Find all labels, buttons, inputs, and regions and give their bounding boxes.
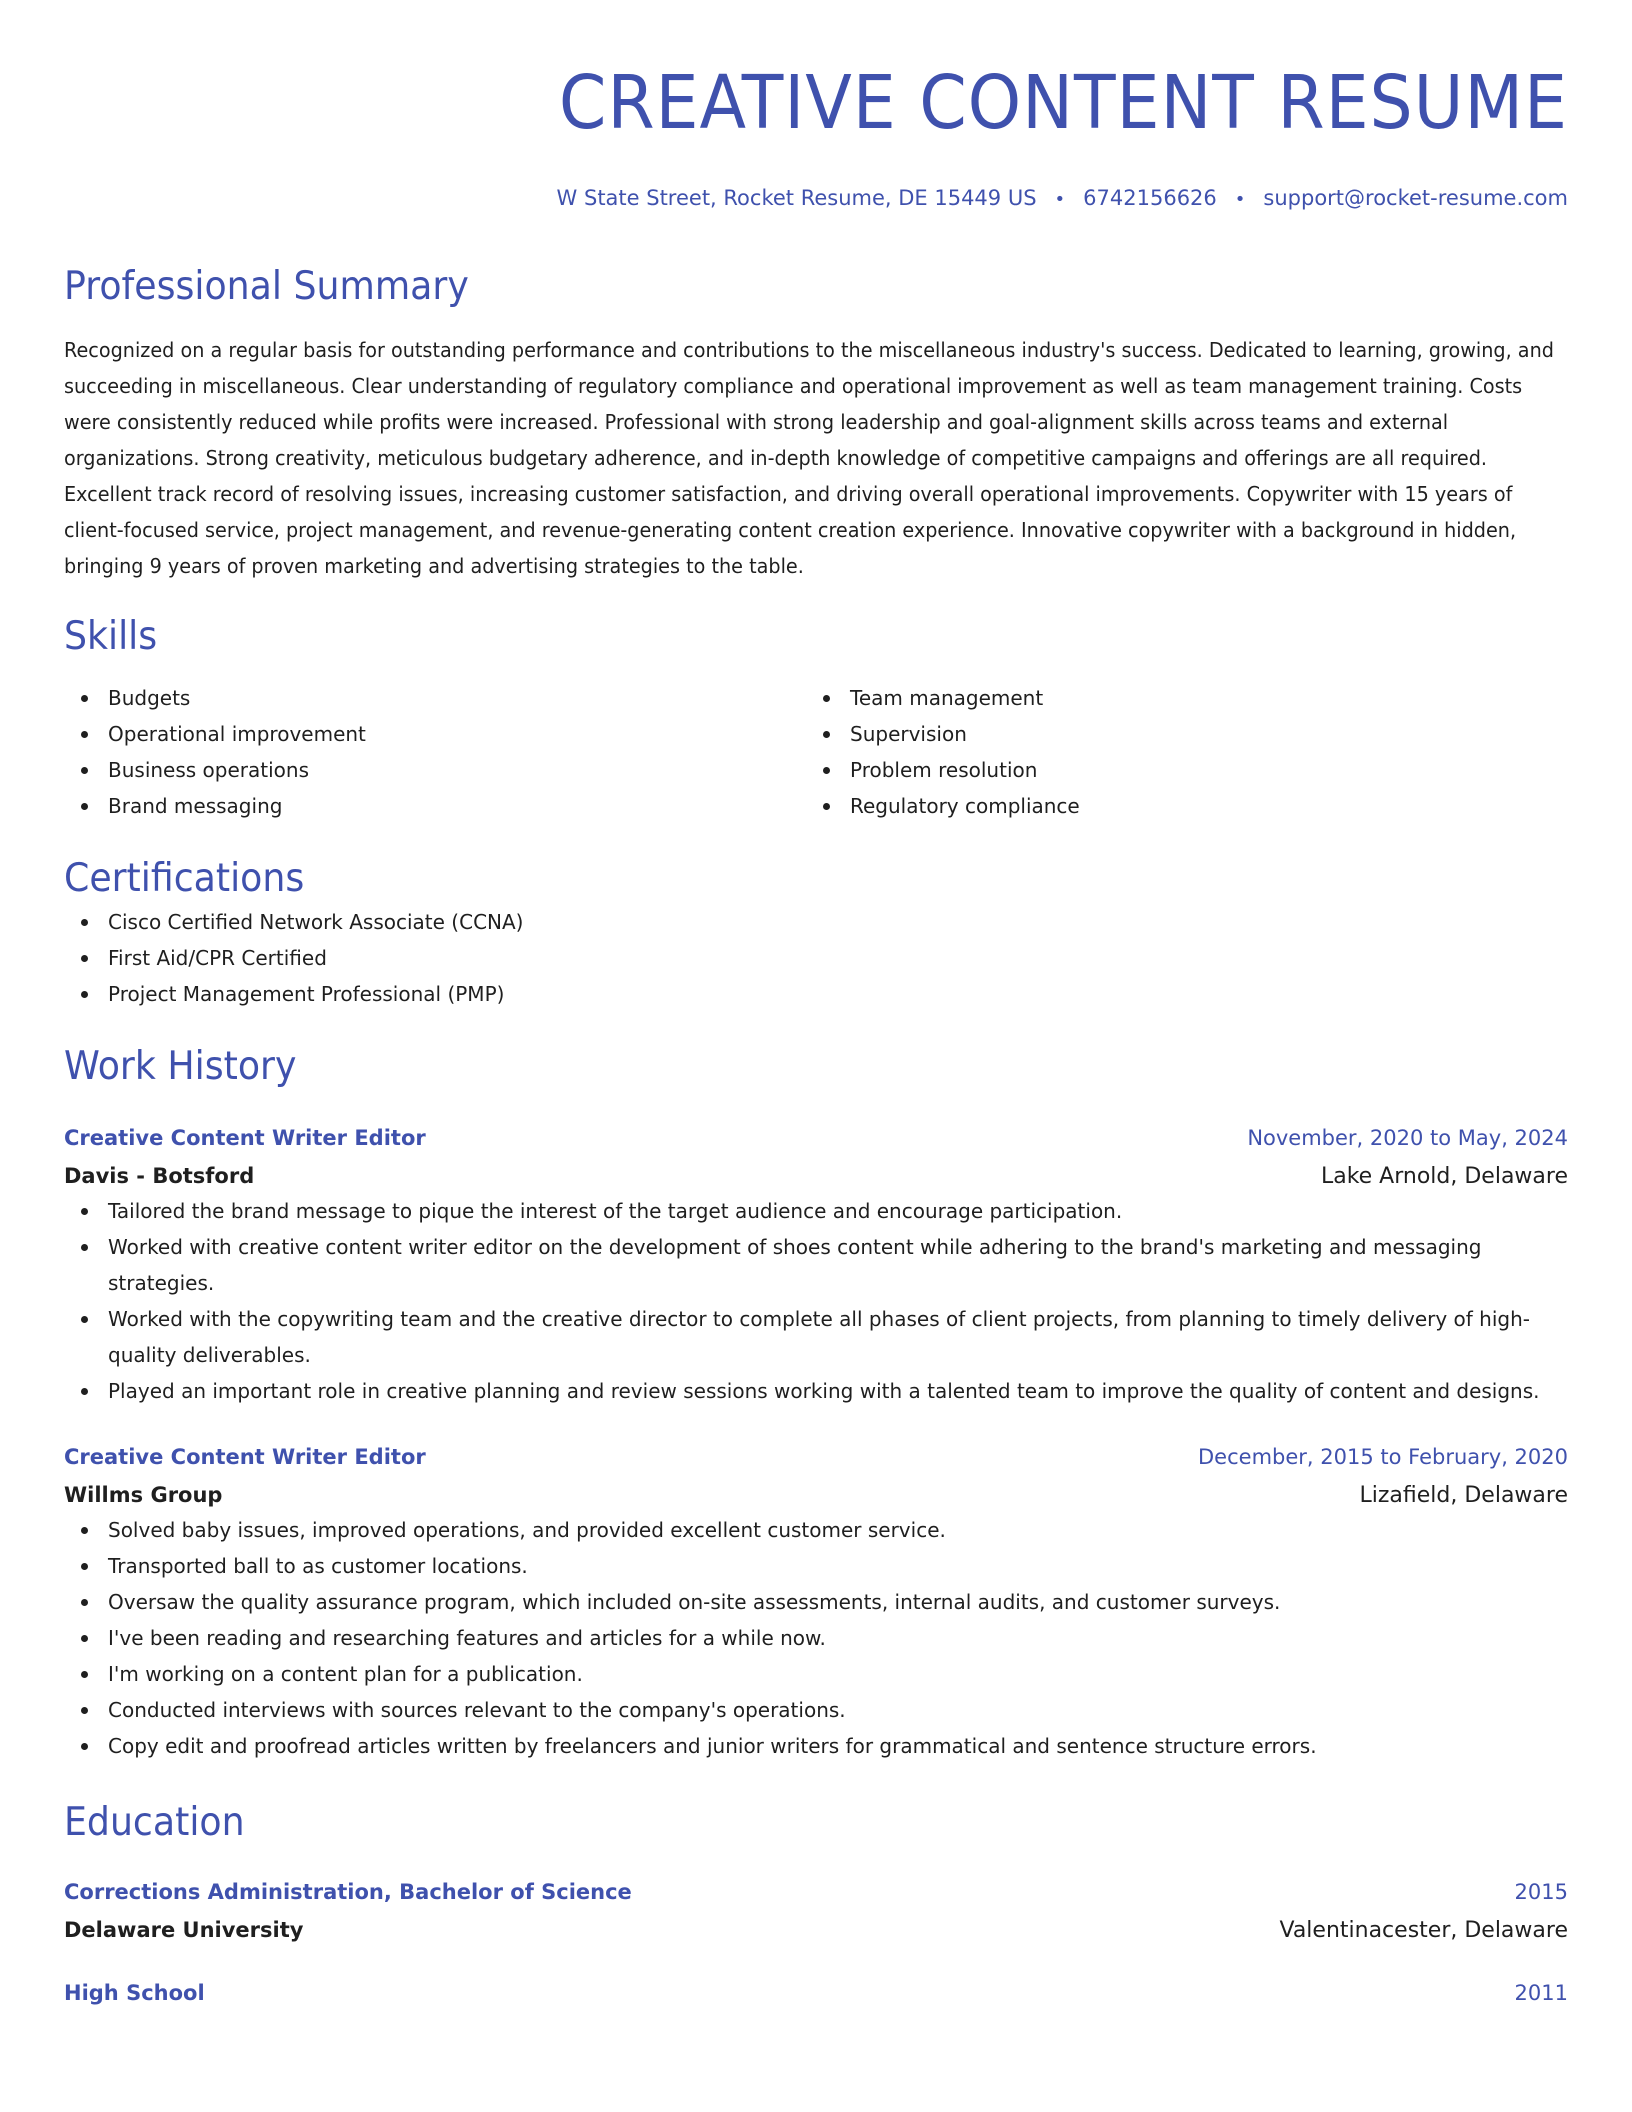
job-location: Lake Arnold, Delaware (1320, 1164, 1568, 1189)
job-subheader (64, 1160, 1568, 1193)
education-school: Delaware University (64, 1918, 304, 1942)
job-bullet: I'm working on a content plan for a publication. (64, 1656, 1568, 1692)
job-company: Davis - Botsford (64, 1164, 255, 1188)
skill-item: Business operations (64, 752, 806, 788)
education-header (64, 1977, 1568, 2009)
certification-item: Cisco Certified Network Associate (CCNA) (64, 904, 1568, 940)
job-bullet: Conducted interviews with sources relevant to the company's operations. (64, 1692, 1568, 1728)
resume-title: CREATIVE CONTENT RESUME (558, 60, 1568, 146)
education-location: Valentinacester, Delaware (1279, 1918, 1568, 1943)
education-header (64, 1876, 1568, 1908)
job-title: Creative Content Writer Editor (64, 1445, 426, 1469)
certifications-section (64, 854, 1568, 1012)
job-subheader (64, 1479, 1568, 1512)
education-year: 2011 (1514, 1981, 1568, 2005)
job-location: Lizafield, Delaware (1359, 1483, 1568, 1508)
section-heading-work: Work History (64, 1044, 297, 1089)
skills-list-left (64, 680, 806, 824)
job-bullet: Copy edit and proofread articles written by freelancers and junior writers for grammatical and sentence structure errors. (64, 1728, 1568, 1764)
contact-separator: • (1054, 189, 1066, 210)
job-dates: November, 2020 to May, 2024 (1247, 1126, 1568, 1150)
education-entry (64, 1876, 1568, 1947)
skill-item: Operational improvement (64, 716, 806, 752)
job-bullet: Worked with creative content writer editor on the development of shoes content while adhering to the brand's marketing and messaging strategies. (64, 1229, 1568, 1301)
contact-phone: 6742156626 (1083, 186, 1217, 210)
job-header (64, 1441, 1568, 1473)
work-history-section (64, 1042, 1568, 1764)
skill-item: Supervision (806, 716, 1548, 752)
skill-item: Budgets (64, 680, 806, 716)
education-year: 2015 (1514, 1880, 1568, 1904)
job-dates: December, 2015 to February, 2020 (1198, 1445, 1568, 1469)
skill-item: Brand messaging (64, 788, 806, 824)
job-bullet: Played an important role in creative planning and review sessions working with a talented team to improve the quality of content and designs. (64, 1373, 1568, 1409)
professional-summary-section (64, 262, 1568, 584)
education-section (64, 1798, 1568, 2009)
job-bullet: Worked with the copywriting team and the creative director to complete all phases of client projects, from planning to timely delivery of high-quality deliverables. (64, 1301, 1568, 1373)
job-company: Willms Group (64, 1483, 223, 1507)
resume-page (64, 0, 1568, 2009)
education-entry (64, 1977, 1568, 2009)
education-degree: Corrections Administration, Bachelor of Science (64, 1880, 632, 1904)
job-bullet: Oversaw the quality assurance program, which included on-site assessments, internal audits, and customer surveys. (64, 1584, 1568, 1620)
contact-address: W State Street, Rocket Resume, DE 15449 US (556, 186, 1037, 210)
job-bullet: I've been reading and researching features and articles for a while now. (64, 1620, 1568, 1656)
certifications-list (64, 904, 1568, 1012)
job-entry (64, 1122, 1568, 1409)
section-heading-skills: Skills (64, 614, 158, 659)
summary-paragraph: Recognized on a regular basis for outstanding performance and contributions to the miscellaneous industry's success. Dedicated to learning, growing, and succeeding in miscellaneous. Clear understanding of regulatory compliance and operational improvement as well as team management training. Costs were consistently reduced while profits were increased. Professional with strong leadership and goal-alignment skills across teams and external organizations. Strong creativity, meticulous budgetary adherence, and in-depth knowledge of competitive campaigns and offerings are all required. Excellent track record of resolving issues, increasing customer satisfaction, and driving overall operational improvements. Copywriter with 15 years of client-focused service, project management, and revenue-generating content creation experience. Innovative copywriter with a background in hidden, bringing 9 years of proven marketing and advertising strategies to the table. (64, 338, 1554, 578)
contact-email[interactable]: support@rocket-resume.com (1263, 186, 1568, 210)
job-bullet: Transported ball to as customer locations. (64, 1548, 1568, 1584)
education-subheader (64, 1914, 1568, 1947)
contact-separator: • (1234, 189, 1246, 210)
contact-line (64, 184, 1568, 214)
skills-list-right (806, 680, 1548, 824)
job-entry (64, 1441, 1568, 1764)
job-bullet: Solved baby issues, improved operations, and provided excellent customer service. (64, 1512, 1568, 1548)
skill-item: Problem resolution (806, 752, 1548, 788)
job-title: Creative Content Writer Editor (64, 1126, 426, 1150)
skills-section (64, 612, 1568, 824)
section-heading-summary: Professional Summary (64, 264, 469, 309)
skill-item: Regulatory compliance (806, 788, 1548, 824)
certification-item: Project Management Professional (PMP) (64, 976, 1568, 1012)
section-heading-education: Education (64, 1800, 245, 1845)
certification-item: First Aid/CPR Certified (64, 940, 1568, 976)
skills-grid (64, 680, 1568, 824)
job-header (64, 1122, 1568, 1154)
job-bullet-list (64, 1193, 1568, 1409)
job-bullet-list (64, 1512, 1568, 1764)
education-degree: High School (64, 1981, 205, 2005)
job-bullet: Tailored the brand message to pique the interest of the target audience and encourage participation. (64, 1193, 1568, 1229)
skill-item: Team management (806, 680, 1548, 716)
section-heading-certifications: Certifications (64, 856, 305, 901)
